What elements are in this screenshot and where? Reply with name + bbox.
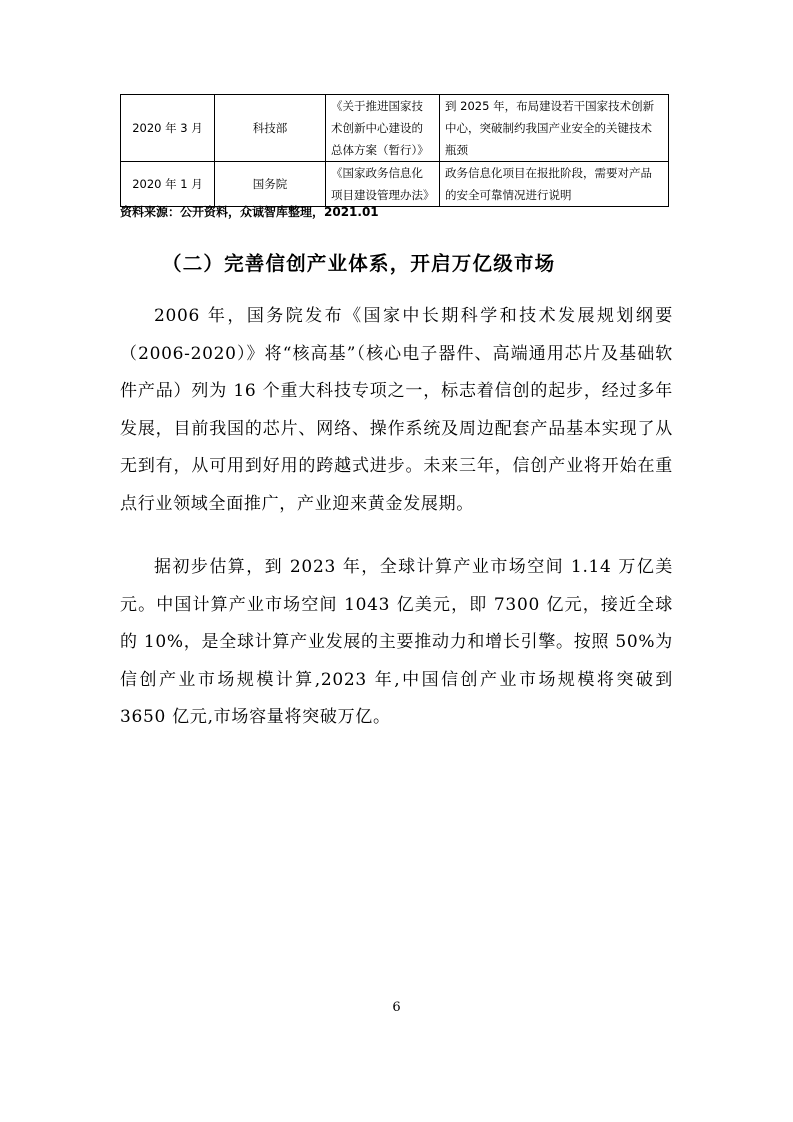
description-cell: 政务信息化项目在报批阶段，需要对产品的安全可靠情况进行说明 — [440, 162, 669, 207]
department-cell: 国务院 — [215, 162, 326, 207]
table-row — [121, 162, 669, 207]
body-paragraph: 据初步估算，到 2023 年，全球计算产业市场空间 1.14 万亿美元。中国计算产业市场空间 1043 亿美元，即 7300 亿元，接近全球的 10%，是全球计算产业发展的主要推动力和增长引擎。按照 50%为信创产业市场规模计算,2023 年,中国信创产业市场规模将突破到 3650 亿元,市场容量将突破万亿。 — [120, 557, 673, 727]
date-cell: 2020 年 3 月 — [121, 95, 215, 162]
department-cell: 科技部 — [215, 95, 326, 162]
description-cell: 到 2025 年，布局建设若干国家技术创新中心，突破制约我国产业安全的关键技术瓶颈 — [440, 95, 669, 162]
page-number: 6 — [392, 1000, 401, 1015]
section-heading: （二）完善信创产业体系，开启万亿级市场 — [162, 252, 556, 275]
table-row — [121, 95, 669, 162]
document-cell: 《关于推进国家技术创新中心建设的总体方案（暂行）》 — [326, 95, 440, 162]
document-cell: 《国家政务信息化项目建设管理办法》 — [326, 162, 440, 207]
body-paragraph: 2006 年，国务院发布《国家中长期科学和技术发展规划纲要（2006-2020）》将“核高基”（核心电子器件、高端通用芯片及基础软件产品）列为 16 个重大科技专项之一，标志着信创的起步，经过多年发展，目前我国的芯片、网络、操作系统及周边配套产品基本实现了从无到有，从可用到好用的跨越式进步。未来三年，信创产业将开始在重点行业领域全面推广，产业迎来黄金发展期。 — [120, 306, 673, 514]
source-note: 资料来源：公开资料，众诚智库整理，2021.01 — [120, 205, 379, 219]
policy-table — [120, 94, 669, 207]
date-cell: 2020 年 1 月 — [121, 162, 215, 207]
